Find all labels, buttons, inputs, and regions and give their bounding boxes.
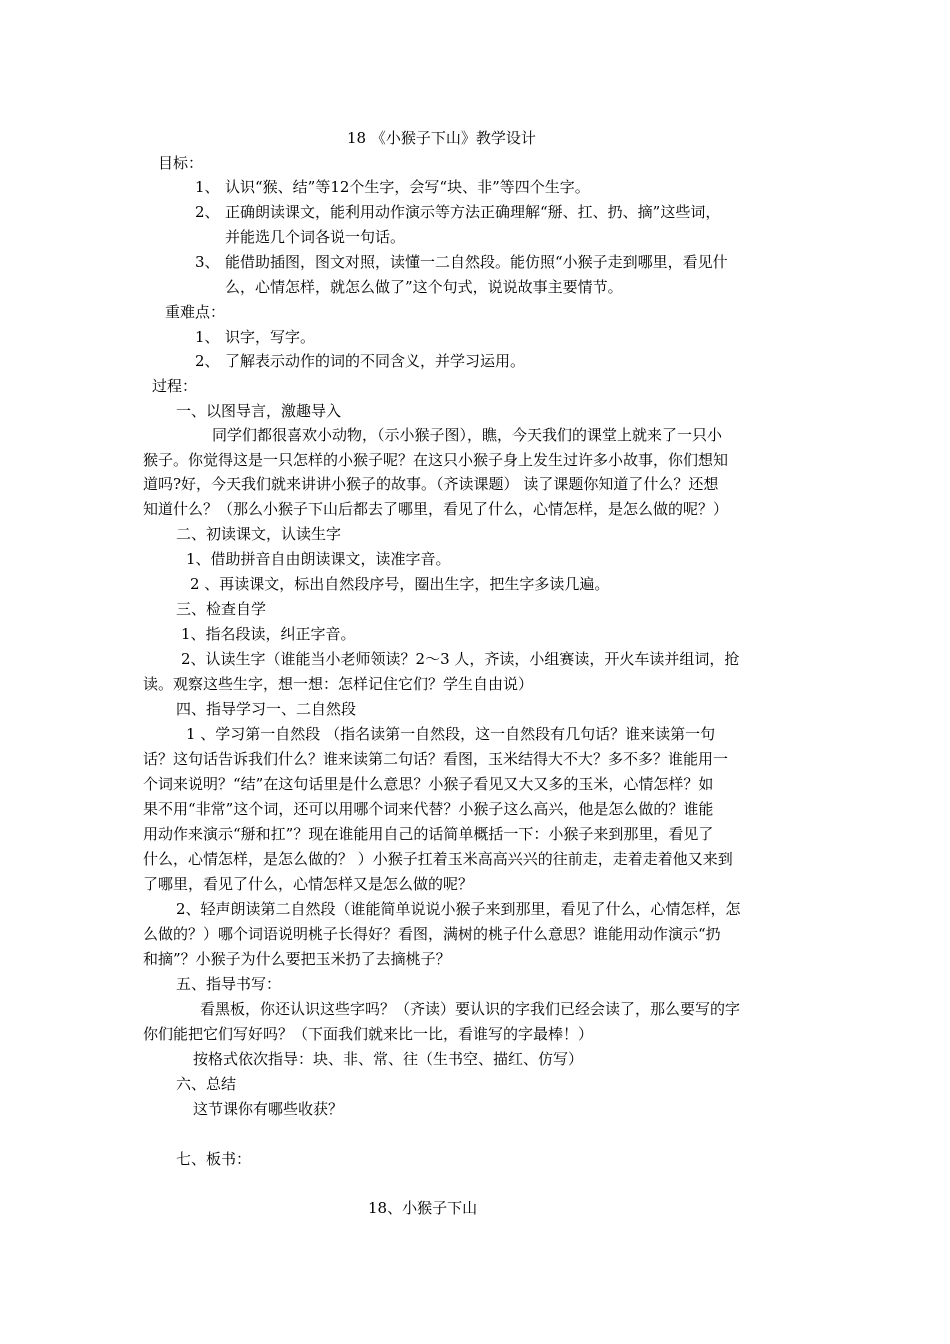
- section-4-line: 1 、学习第一自然段 （指名读第一自然段，这一自然段有几句话？谁来读第一句: [186, 725, 716, 743]
- section-1-title: 一、以图导言，激趣导入: [176, 402, 342, 420]
- section-4b-line: 和摘”？小猴子为什么要把玉米扔了去摘桃子？: [143, 950, 451, 968]
- section-3-line: 读。观察这些生字，想一想：怎样记住它们？学生自由说）: [143, 675, 534, 693]
- goal-1-text: 认识“猴、结”等12个生字，会写“块、非”等四个生字。: [225, 178, 590, 196]
- difficulty-1-number: 1、: [195, 328, 220, 346]
- page-title: 18 《小猴子下山》教学设计: [347, 129, 536, 147]
- section-3-item-1: 1、指名段读，纠正字音。: [181, 625, 356, 643]
- section-2-item-1: 1、借助拼音自由朗读课文，读准字音。: [186, 550, 451, 568]
- section-4-line: 用动作来演示“掰和扛”？现在谁能用自己的话简单概括一下：小猴子来到那里，看见了: [143, 825, 714, 843]
- goal-3-number: 3、: [195, 253, 220, 271]
- section-5-line: 看黑板，你还认识这些字吗？（齐读）要认识的字我们已经会读了，那么要写的字: [200, 1000, 741, 1018]
- goal-3-text: 能借助插图，图文对照，读懂一二自然段。能仿照“小猴子走到哪里，看见什: [225, 253, 728, 271]
- section-1-line: 道吗?好，今天我们就来讲讲小猴子的故事。（齐读课题） 读了课题你知道了什么？还想: [143, 475, 719, 493]
- section-3-line: 2、认读生字（谁能当小老师领读？2～3 人，齐读，小组赛读，开火车读并组词，抢: [181, 650, 740, 668]
- section-4-title: 四、指导学习一、二自然段: [176, 700, 357, 718]
- section-5-title: 五、指导书写：: [176, 975, 282, 993]
- goals-heading: 目标：: [158, 154, 204, 172]
- goal-1-number: 1、: [195, 178, 220, 196]
- difficulty-1-text: 识字，写字。: [225, 328, 316, 346]
- section-4-line: 了哪里，看见了什么，心情怎样又是怎么做的呢？: [143, 875, 474, 893]
- section-4-line: 什么，心情怎样，是怎么做的？ ）小猴子扛着玉米高高兴兴的往前走，走着走着他又来到: [143, 850, 733, 868]
- section-7-title: 七、板书：: [176, 1150, 252, 1168]
- difficulties-heading: 重难点：: [165, 303, 226, 321]
- section-1-line: 知道什么？（那么小猴子下山后都去了哪里，看见了什么，心情怎样，是怎么做的呢？）: [143, 500, 729, 518]
- section-4-line: 话？这句话告诉我们什么？谁来读第二句话？看图，玉米结得大不大？多不多？谁能用一: [143, 750, 729, 768]
- process-heading: 过程：: [152, 377, 198, 395]
- section-3-title: 三、检查自学: [176, 600, 267, 618]
- section-5-line: 你们能把它们写好吗？（下面我们就来比一比，看谁写的字最棒！）: [143, 1025, 594, 1043]
- section-4b-line: 么做的？）哪个词语说明桃子长得好？看图，满树的桃子什么意思？谁能用动作演示“扔: [143, 925, 721, 943]
- goal-2-number: 2、: [195, 203, 220, 221]
- section-1-line: 猴子。你觉得这是一只怎样的小猴子呢？在这只小猴子身上发生过许多小故事，你们想知: [143, 451, 729, 469]
- goal-2-text: 正确朗读课文，能利用动作演示等方法正确理解“掰、扛、扔、摘”这些词，: [225, 203, 721, 221]
- section-2-title: 二、初读课文，认读生字: [176, 525, 342, 543]
- section-6-title: 六、总结: [176, 1075, 237, 1093]
- section-5-note: 按格式依次指导：块、非、常、往（生书空、描红、仿写）: [193, 1050, 584, 1068]
- difficulty-2-text: 了解表示动作的词的不同含义，并学习运用。: [225, 352, 526, 370]
- section-4-line: 果不用“非常”这个词，还可以用哪个词来代替？小猴子这么高兴，他是怎么做的？谁能: [143, 800, 714, 818]
- section-4-line: 个词来说明？“结”在这句话里是什么意思？小猴子看见又大又多的玉米，心情怎样？如: [143, 775, 714, 793]
- section-1-line: 同学们都很喜欢小动物，（示小猴子图），瞧，今天我们的课堂上就来了一只小: [212, 426, 723, 444]
- goal-2-continuation: 并能选几个词各说一句话。: [225, 228, 406, 246]
- board-title: 18、小猴子下山: [368, 1199, 478, 1217]
- difficulty-2-number: 2、: [195, 352, 220, 370]
- section-2-item-2: 2 、再读课文，标出自然段序号，圈出生字，把生字多读几遍。: [190, 575, 610, 593]
- section-4b-line: 2、轻声朗读第二自然段（谁能简单说说小猴子来到那里，看见了什么，心情怎样，怎: [176, 900, 741, 918]
- goal-3-continuation: 么，心情怎样，就怎么做了”这个句式，说说故事主要情节。: [225, 278, 623, 296]
- section-6-text: 这节课你有哪些收获？: [193, 1100, 344, 1118]
